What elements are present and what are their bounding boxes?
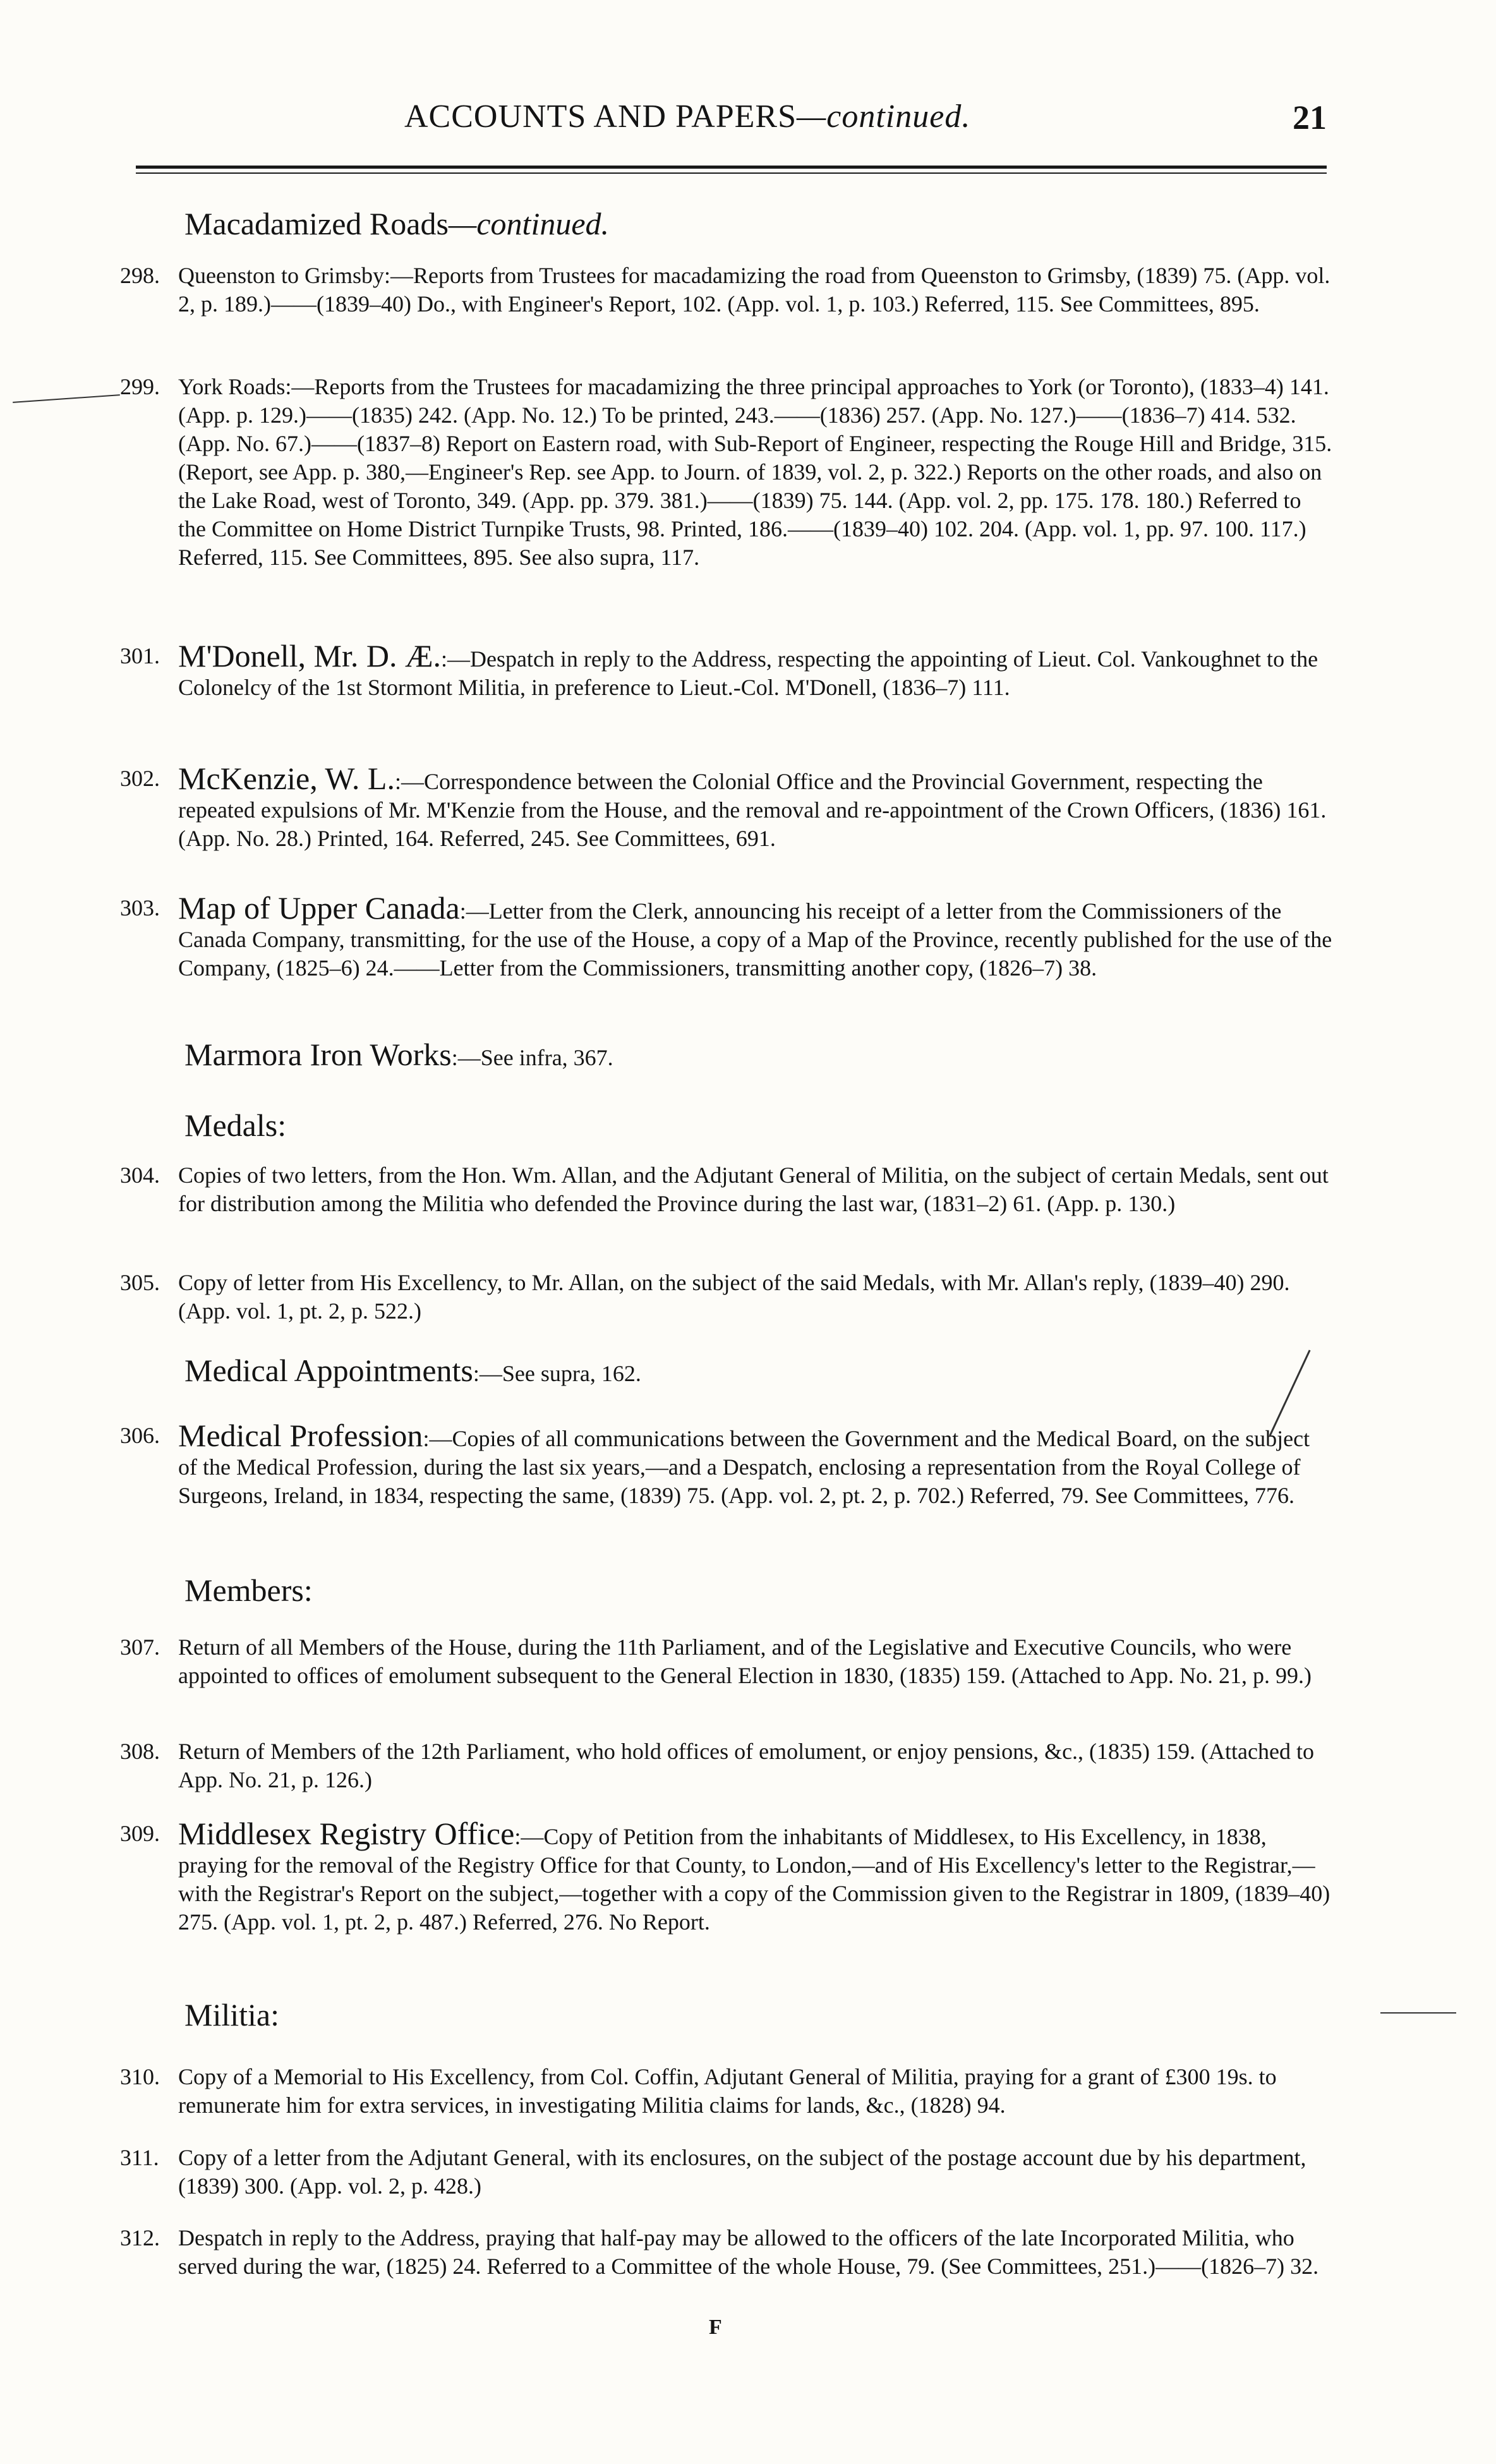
header-rule-thin	[136, 172, 1327, 174]
entry-rest: :—Letter from the Clerk, announcing his receipt of a letter from the Commissioners of the Canada Company, transmitting, for the use of the House, a copy of a Map of the Province, recently published for the use of the Company, (1825–6) 24.——Letter from the Commissioners, transmitting another copy, (1826–7) 38.	[178, 898, 1332, 981]
entry-310	[120, 2063, 1333, 2120]
section-reference: :—See supra, 162.	[473, 1361, 641, 1386]
entry-number: 298.	[120, 263, 160, 288]
entry-text: Copy of a Memorial to His Excellency, from Col. Coffin, Adjutant General of Militia, praying for a grant of £300 19s. to remunerate him for extra services, in investigating Militia claims for lands, &c., (1828) 94.	[178, 2064, 1277, 2118]
entry-number: 302.	[120, 766, 160, 791]
entry-311	[120, 2144, 1333, 2201]
entry-text	[178, 1816, 1333, 1936]
page-header	[133, 98, 1327, 148]
entry-text	[178, 890, 1333, 982]
entry-heading: McKenzie, W. L.	[178, 761, 395, 796]
entry-308	[120, 1737, 1333, 1794]
section-heading-medals: Medals:	[184, 1108, 287, 1143]
entry-number: 310.	[120, 2064, 160, 2089]
entry-number: 309.	[120, 1821, 160, 1846]
entry-298	[120, 262, 1333, 318]
entry-text: York Roads:—Reports from the Trustees for macadamizing the three principal approaches to York (or Toronto), (1833–4) 141. (App. p. 129.)——(1835) 242. (App. No. 12.) To be printed, 243.——(1836) 257. (App. No. 127.)——(1836–7) 414. 532. (App. No. 67.)——(1837–8) Report on Eastern road, with Sub-Report of Engineer, respecting the Rouge Hill and Bridge, 315. (Report, see App. p. 380,—Engineer's Rep. see App. to Journ. of 1839, vol. 2, p. 322.) Reports on the other roads, and also on the Lake Road, west of Toronto, 349. (App. pp. 379. 381.)——(1839) 75. 144. (App. vol. 2, pp. 175. 178. 180.) Referred to the Committee on Home District Turnpike Trusts, 98. Printed, 186.——(1839–40) 102. 204. (App. vol. 1, pp. 97. 100. 117.) Referred, 115. See Committees, 895. See also supra, 117.	[178, 374, 1332, 570]
section-suffix: —continued.	[448, 206, 610, 241]
running-title-suffix: —continued.	[797, 99, 971, 135]
entry-rest: :—Copy of Petition from the inhabitants of Middlesex, to His Excellency, in 1838, praying for the removal of the Registry Office for that County, to London,—and of His Excellency's letter to the Registrar,—with the Registrar's Report on the subject,—together with a copy of the Commission given to the Registrar in 1809, (1839–40) 275. (App. vol. 1, pt. 2, p. 487.) Referred, 276. No Report.	[178, 1824, 1330, 1935]
section-reference: :—See infra, 367.	[451, 1045, 613, 1070]
entry-312	[120, 2224, 1333, 2281]
entry-number: 301.	[120, 643, 160, 668]
entry-rest: :—Correspondence between the Colonial Office and the Provincial Government, respecting the repeated expulsions of Mr. M'Kenzie from the House, and the removal and re-appointment of the Crown Officers, (1836) 161. (App. No. 28.) Printed, 164. Referred, 245. See Committees, 691.	[178, 769, 1327, 851]
entry-text: Copy of a letter from the Adjutant General, with its enclosures, on the subject of the postage account due by his department, (1839) 300. (App. vol. 2, p. 428.)	[178, 2145, 1306, 2199]
section-heading-medical-appointments	[184, 1352, 641, 1389]
entry-rest: :—Despatch in reply to the Address, respecting the appointing of Lieut. Col. Vankoughnet to the Colonelcy of the 1st Stormont Militia, in preference to Lieut.-Col. M'Donell, (1836–7) 111.	[178, 646, 1318, 700]
entry-number: 305.	[120, 1270, 160, 1295]
pen-stroke-mark	[13, 394, 120, 403]
section-title: Medical Appointments	[184, 1353, 473, 1388]
entry-304	[120, 1161, 1333, 1218]
entry-number: 299.	[120, 374, 160, 399]
header-rule-thick	[136, 166, 1327, 169]
entry-text	[178, 1418, 1333, 1510]
entry-306	[120, 1418, 1333, 1510]
entry-heading: M'Donell, Mr. D. Æ.	[178, 638, 441, 673]
entry-heading: Middlesex Registry Office	[178, 1816, 515, 1851]
section-heading-marmora	[184, 1036, 613, 1073]
entry-number: 311.	[120, 2145, 159, 2170]
entry-heading: Medical Profession	[178, 1418, 423, 1453]
entry-302	[120, 761, 1333, 853]
section-heading-members: Members:	[184, 1573, 313, 1608]
entry-text: Copy of letter from His Excellency, to Mr. Allan, on the subject of the said Medals, with Mr. Allan's reply, (1839–40) 290. (App. vol. 1, pt. 2, p. 522.)	[178, 1270, 1290, 1324]
section-title: Macadamized Roads	[184, 206, 449, 241]
entry-299	[120, 373, 1333, 572]
entry-text: Return of all Members of the House, during the 11th Parliament, and of the Legislative and Executive Councils, who were appointed to offices of emolument subsequent to the General Election in 1830, (1835) 159. (Attached to App. No. 21, p. 99.)	[178, 1634, 1312, 1688]
entry-rest: :—Copies of all communications between the Government and the Medical Board, on the subject of the Medical Profession, during the last six years,—and a Despatch, enclosing a representation from the Royal College of Surgeons, Ireland, in 1834, respecting the same, (1839) 75. (App. vol. 2, pt. 2, p. 702.) Referred, 79. See Committees, 776.	[178, 1426, 1310, 1508]
pen-stroke-mark	[1380, 2012, 1456, 2014]
entry-heading: Map of Upper Canada	[178, 890, 460, 926]
entry-303	[120, 890, 1333, 982]
running-title	[404, 98, 970, 135]
entry-number: 303.	[120, 895, 160, 921]
section-title: Marmora Iron Works	[184, 1037, 452, 1072]
entry-305	[120, 1269, 1333, 1326]
running-title-main: ACCOUNTS AND PAPERS	[404, 99, 797, 135]
entry-301	[120, 638, 1333, 702]
entry-text	[178, 761, 1333, 853]
entry-307	[120, 1633, 1333, 1690]
entry-number: 312.	[120, 2225, 160, 2250]
entry-text: Copies of two letters, from the Hon. Wm. Allan, and the Adjutant General of Militia, on the subject of certain Medals, sent out for distribution among the Militia who defended the Province during the last war, (1831–2) 61. (App. p. 130.)	[178, 1163, 1329, 1216]
entry-text: Despatch in reply to the Address, praying that half-pay may be allowed to the officers of the late Incorporated Militia, who served during the war, (1825) 24. Referred to a Committee of the whole House, 79. (See Committees, 251.)——(1826–7) 32.	[178, 2225, 1319, 2279]
entry-text: Return of Members of the 12th Parliament, who hold offices of emolument, or enjoy pensions, &c., (1835) 159. (Attached to App. No. 21, p. 126.)	[178, 1739, 1314, 1792]
signature-mark: F	[709, 2316, 722, 2339]
section-heading-militia: Militia:	[184, 1997, 279, 2032]
entry-number: 306.	[120, 1423, 160, 1448]
entry-text	[178, 638, 1333, 702]
page-number: 21	[1293, 99, 1327, 136]
entry-text: Queenston to Grimsby:—Reports from Trustees for macadamizing the road from Queenston to Grimsby, (1839) 75. (App. vol. 2, p. 189.)——(1839–40) Do., with Engineer's Report, 102. (App. vol. 1, p. 103.) Referred, 115. See Committees, 895.	[178, 263, 1330, 317]
entry-number: 308.	[120, 1739, 160, 1764]
section-heading-macadamized-roads	[184, 205, 609, 242]
entry-number: 307.	[120, 1634, 160, 1660]
entry-309	[120, 1816, 1333, 1936]
entry-number: 304.	[120, 1163, 160, 1188]
